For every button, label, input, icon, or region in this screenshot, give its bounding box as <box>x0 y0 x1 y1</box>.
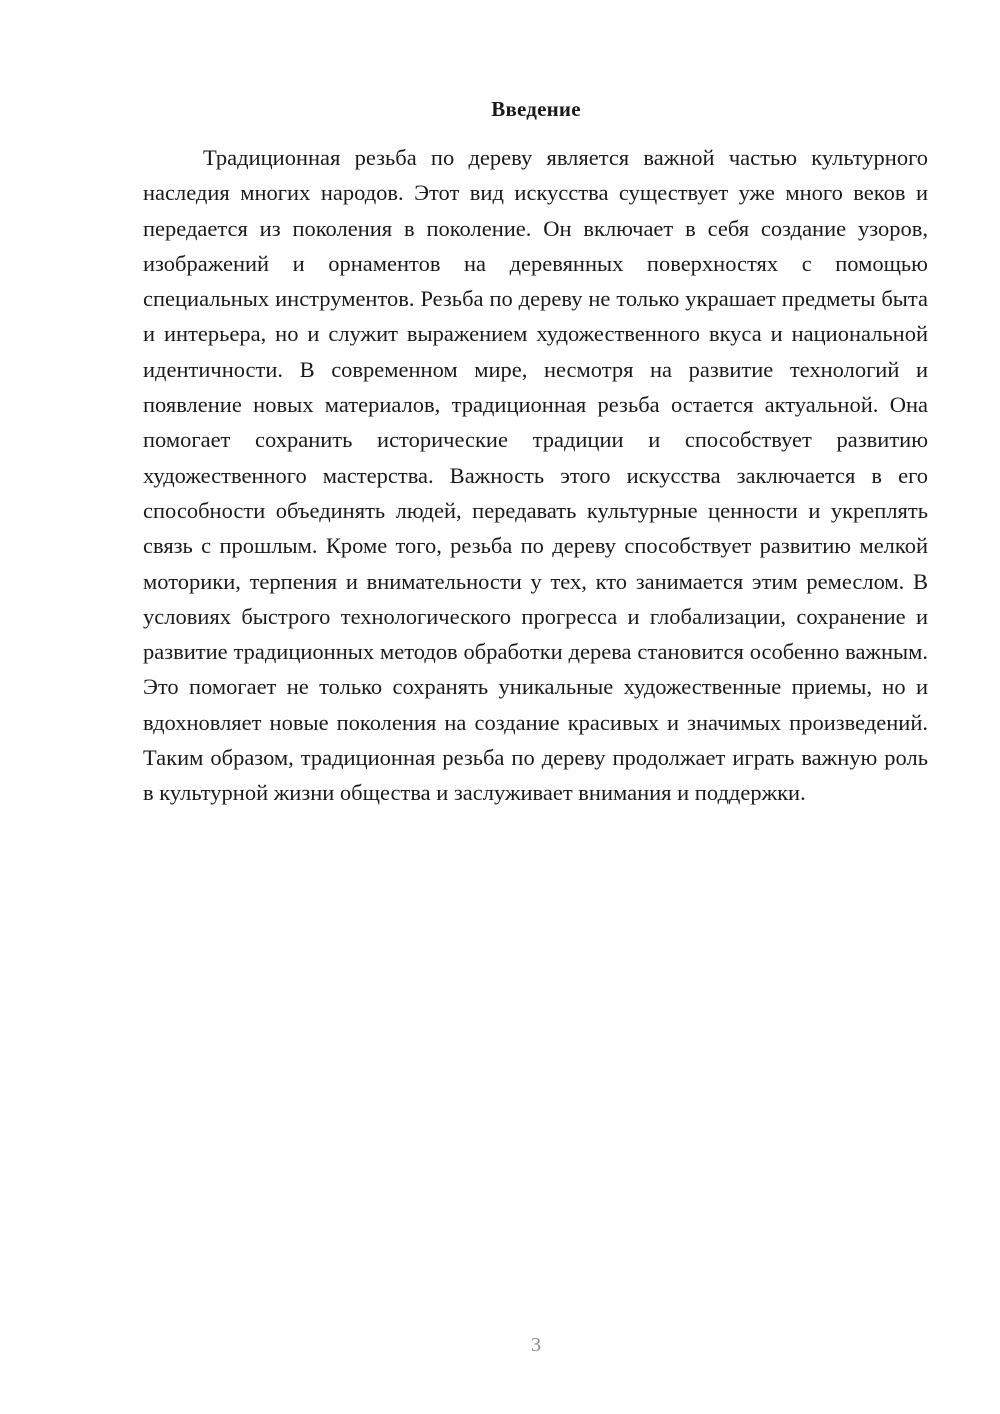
section-heading: Введение <box>491 97 581 121</box>
body-paragraph: Традиционная резьба по дереву является важной частью культурного наследия многих народов. Этот вид искусства существует уже много веков и передается из поколения в поколение. Он включает в себя создание узоров, изображений и орнаментов на деревянных поверхностях с помощью специальных инструментов. Резьба по дереву не только украшает предметы быта и интерьера, но и служит выражением художественного вкуса и национальной идентичности. В современном мире, несмотря на развитие технологий и появление новых материалов, традиционная резьба остается актуальной. Она помогает сохранить исторические традиции и способствует развитию художественного мастерства. Важность этого искусства заключается в его способности объединять людей, передавать культурные ценности и укреплять связь с прошлым. Кроме того, резьба по дереву способствует развитию мелкой моторики, терпения и внимательности у тех, кто занимается этим ремеслом. В условиях быстрого технологического прогресса и глобализации, сохранение и развитие традиционных методов обработки дерева становится особенно важным. Это помогает не только сохранять уникальные художественные приемы, но и вдохновляет новые поколения на создание красивых и значимых произведений. Таким образом, традиционная резьба по дереву продолжает играть важную роль в культурной жизни общества и заслуживает внимания и поддержки. <box>143 145 928 806</box>
page-number: 3 <box>531 1334 541 1356</box>
